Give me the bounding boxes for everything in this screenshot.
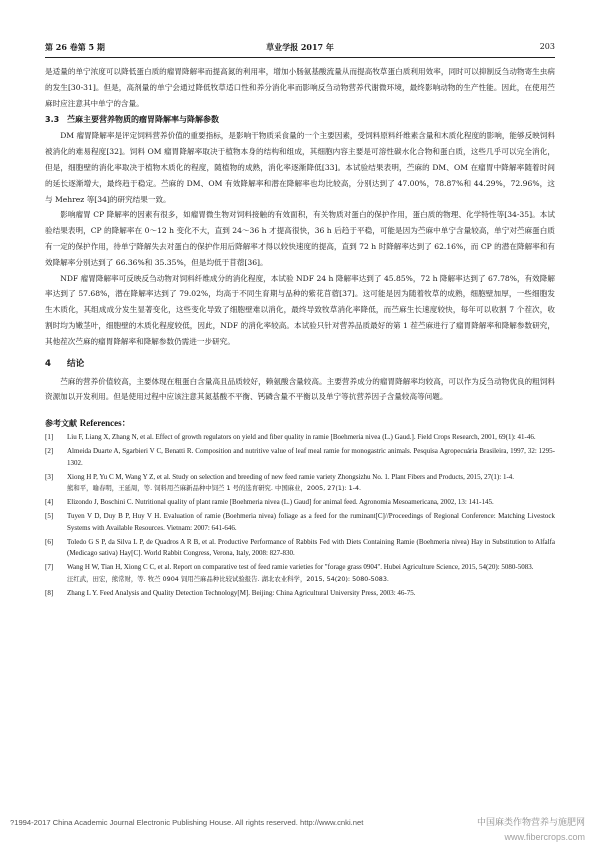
section-heading-3-3 — [45, 111, 555, 128]
footer-watermark: 中国麻类作物营养与施肥网 — [476, 817, 585, 827]
reference-number: [4] — [45, 498, 54, 507]
reference-number: [3] — [45, 472, 54, 481]
reference-text: Toledo G S P, da Silva L P, de Quadros A R B, et al. Productive Performance of Rabbits Fed with Diets Containing Ramie (Boehmeria nivea) Hay in Substitution to Alfalfa (Medicago sativa) Hay[C]. World Rabbit Congress, Verona, Italy, 2008: 827-830. — [67, 537, 555, 558]
section-number: 4 — [45, 358, 51, 369]
reference-number: [2] — [45, 446, 54, 455]
reference-text: Xiong H P, Yu C M, Wang Y Z, et al. Study on selection and breeding of new feed ramie variety Zhongsizhu No. 1. Plant Fibers and Products, 2015, 27(1): 1-4. — [67, 472, 515, 481]
reference-number: [6] — [45, 537, 54, 546]
reference-item — [45, 432, 555, 444]
reference-item — [45, 511, 555, 535]
running-header — [45, 42, 555, 56]
references-heading-cn: 参考文献 — [45, 418, 77, 429]
paragraph-cp: 影响瘤胃 CP 降解率的因素有很多，如瘤胃微生物对饲料接触的有效面积，有关物质对蛋白的保护作用，蛋白质的物理、化学特性等[34-35]。本试验结果表明，CP 的降解率在 0～12 h 变化不大，直到 24～36 h 才提高很快，36 h 后趋于平稳，可能是因为苎麻中单宁含量较高，单宁对苎麻蛋白质有一定的保护作用，待单宁降解失去对蛋白的保护作用后降解率才得以较快速度的提高，直到 72 h 时降解率达到了 62.16%，而 CP 的潜在降解率和有效降解率分别达到了 66.36%和 35.35%，但是均低于苜蓿[36]。 — [45, 210, 555, 267]
reference-text: Tuyen V D, Duy B P, Huy V H. Evaluation of ramie (Boehmeria nivea) foliage as a feed for the ruminant[C]//Proceedings of Regional Conference: Matching Livestock Systems with Available Resources. Vietnam: 2007: 641-646. — [67, 511, 555, 532]
reference-item — [45, 497, 555, 509]
reference-list — [45, 432, 555, 599]
references-heading-en: References： — [79, 418, 131, 429]
references-heading — [45, 414, 555, 432]
section-number: 3.3 — [45, 115, 60, 125]
reference-text: Almeida Duarte A, Sgarbieri V C, Benatti R. Composition and nutritive value of leaf meal ramie for monogastric animals. Pesquisa Agropecuária Brasileira, 1997, 32: 1295-1302. — [67, 446, 555, 467]
section-heading-4 — [45, 354, 555, 374]
reference-number: [8] — [45, 588, 54, 597]
reference-item — [45, 588, 555, 600]
reference-item — [45, 446, 555, 470]
reference-text: Wang H W, Tian H, Xiong C C, et al. Report on comparative test of feed ramie varieties for "forage grass 0904". Hubei Agriculture Science, 2015, 54(20): 5080-5083. — [67, 563, 534, 572]
footer-copyright: ?1994-2017 China Academic Journal Electronic Publishing House. All rights reserved. http://www.cnki.net — [10, 818, 364, 827]
header-journal: 草业学报 2017 年 — [266, 42, 334, 52]
section-title: 结论 — [67, 358, 85, 369]
article-body — [45, 64, 555, 602]
reference-item — [45, 472, 555, 496]
header-page-number: 203 — [539, 42, 555, 51]
reference-text-cn: 熊和平，喻春明，王延周，等. 饲料用苎麻新品种中饲苎 1 号的选育研究. 中国麻业，2005, 27(1): 1-4. — [67, 484, 362, 493]
reference-number: [1] — [45, 433, 54, 442]
paragraph-dm-om: DM 瘤胃降解率是评定饲料营养价值的重要指标，是影响干物质采食量的一个主要因素，受饲料原料纤维素含量和木质化程度的影响，能够反映饲料被消化的难易程度[32]。饲料 OM 瘤胃降解率取决于植物本身的结构和组成，其细胞内容主要是可溶性碳水化合物和蛋白质，这些几乎可以完全消化，但是，细胞壁的消化率取决于植物木质化的程度，随植物的成熟，消化率逐渐降低[33]。本试验结果表明，苎麻的 DM、OM 在瘤胃中降解率随着时间的延长逐渐增大，最终趋于稳定。苎麻的 DM、OM 有效降解率和潜在降解率也均比较高，分别达到了 47.00%，78.87%和 44.29%，72.96%，这与 Mehrez 等[34]的研究结果一致。 — [45, 131, 555, 204]
header-rule — [45, 57, 555, 58]
reference-text: Elizondo J, Boschini C. Nutritional quality of plant ramie [Boehmeria nivea (L.) Gaud] for animal feed. Agronomia Mesoamericana, 2002, 13: 141-145. — [67, 498, 494, 507]
reference-text: Zhang L Y. Feed Analysis and Quality Detection Technology[M]. Beijing: China Agricultural University Press, 2003: 46-75. — [67, 588, 416, 597]
conclusion-paragraph: 苎麻的营养价值较高，主要体现在粗蛋白含量高且品质较好，赖氨酸含量较高。主要营养成分的瘤胃降解率均较高，可以作为反刍动物优良的粗饲料资源加以开发利用。但是使用过程中应该注意其氮基酸不平衡、钙磷含量不平衡以及单宁等抗营养因子含量较高等问题。 — [45, 376, 555, 402]
reference-number: [5] — [45, 511, 54, 520]
reference-number: [7] — [45, 563, 54, 572]
paragraph-ndf: NDF 瘤胃降解率可反映反刍动物对饲料纤维成分的消化程度，本试验 NDF 24 h 降解率达到了 45.85%，72 h 降解率达到了 67.78%，有效降解率达到了 57.68%，潜在降解率达到了 79.02%，均高于不同生育期与品种的紫花苜蓿[37]。这可能是因为随着牧草的成熟，细胞壁加厚，一些细胞发生木质化，其组成成分发生显著变化，这些变化导致了细胞壁难以消化，最终导致牧草消化率降低，而苎麻生长速度较快，每年可以收割 7 个茬次，收割时均为嫩茎叶，细胞壁的木质化程度较低，因此，NDF 的消化率较高。本试验只针对营养品质最好的第 1 茬苎麻进行了瘤胃降解率和降解参数研究，其他茬次苎麻的瘤胃降解率和降解参数仍需进一步研究。 — [45, 273, 555, 346]
reference-item — [45, 562, 555, 586]
reference-text-cn: 汪红武，田宏，熊常财，等. 牧苎 0904 饲用苎麻品种比较试验报告. 湖北农业科学，2015, 54(20): 5080-5083. — [67, 574, 389, 583]
footer-watermark-url: www.fibercrops.com — [504, 832, 585, 842]
reference-text: Liu F, Liang X, Zhang N, et al. Effect of growth regulators on yield and fiber quality in ramie [Boehmeria nivea (L.) Gaud.]. Field Crops Research, 2001, 69(1): 41-46. — [67, 433, 536, 442]
section-title: 苎麻主要营养物质的瘤胃降解率与降解参数 — [67, 114, 219, 125]
intro-paragraph: 是适量的单宁浓度可以降低蛋白质的瘤胃降解率而提高氮的利用率，增加小肠氨基酸流量从而提高牧草蛋白质利用效率，同时可以抑制反刍动物寄生虫病的发生[30-31]。但是，高剂量的单宁会通过降低牧草适口性和养分消化率而影响反刍动物营养代谢微环境，最终影响动物的生产性能。因此，在使用苎麻时应注意其中单宁的含量。 — [45, 67, 555, 108]
reference-item — [45, 537, 555, 561]
header-volume: 第 26 卷第 5 期 — [45, 42, 105, 52]
